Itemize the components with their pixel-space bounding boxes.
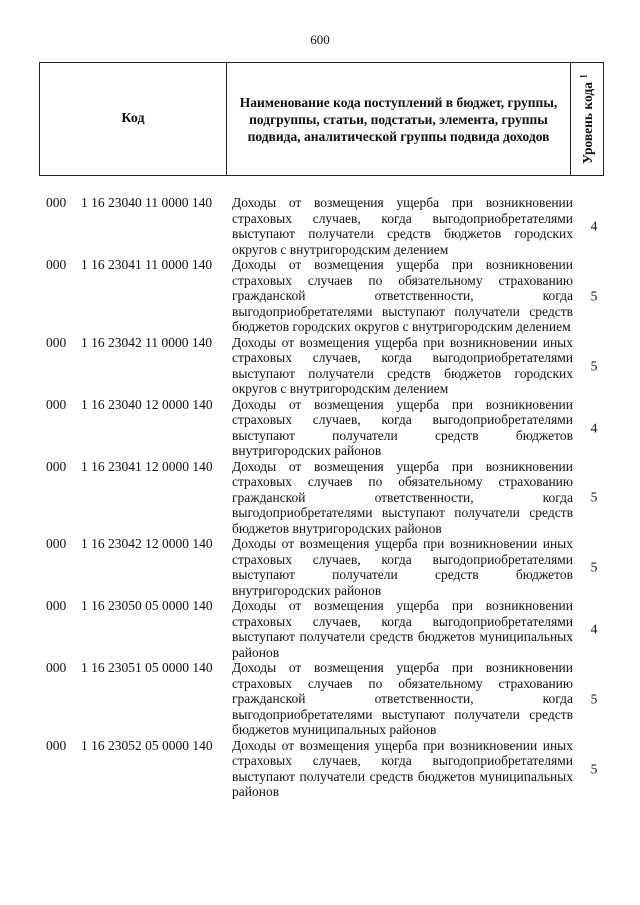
code-level: 4 [590, 218, 598, 234]
table-row [0, 598, 640, 660]
revenue-code: 1 16 23041 11 0000 140 [81, 257, 213, 272]
table-row [0, 195, 640, 257]
revenue-code: 1 16 23052 05 0000 140 [81, 737, 213, 753]
page-number: 600 [310, 32, 330, 47]
admin-code: 000 [46, 195, 67, 210]
admin-code: 000 [46, 458, 67, 474]
revenue-description: Доходы от возмещения ущерба при возникновении страховых случаев по обязательному страхованию гражданской ответственности, когда выгодоприобретателями выступают получатели средств бюджетов внутригородских районов [232, 458, 573, 536]
table-body [0, 195, 640, 800]
revenue-description: Доходы от возмещения ущерба при возникновении иных страховых случаев, когда выгодоприобретателями выступают получатели средств бюджетов внутригородских районов [232, 536, 573, 598]
revenue-code: 1 16 23051 05 0000 140 [81, 660, 213, 675]
admin-code: 000 [46, 536, 67, 551]
revenue-code: 1 16 23042 11 0000 140 [81, 334, 213, 350]
table-row [0, 397, 640, 459]
admin-code: 000 [46, 598, 67, 613]
table-row [0, 536, 640, 598]
revenue-code: 1 16 23050 05 0000 140 [81, 598, 213, 613]
revenue-description: Доходы от возмещения ущерба при возникновении страховых случаев по обязательному страхованию гражданской ответственности, когда выгодоприобретателями выступают получатели средств бюджетов городских округов с внутригородским делением [232, 257, 573, 334]
revenue-description: Доходы от возмещения ущерба при возникновении иных страховых случаев, когда выгодоприобретателями выступают получатели средств бюджетов муниципальных районов [232, 737, 573, 799]
code-level: 4 [590, 621, 598, 637]
header-level-text: Уровень кода [579, 82, 595, 164]
code-level: 5 [590, 559, 598, 575]
code-level: 5 [590, 357, 598, 373]
code-level: 4 [590, 419, 598, 435]
header-code: Код [40, 63, 227, 175]
code-level: 5 [590, 760, 598, 776]
revenue-description: Доходы от возмещения ущерба при возникновении страховых случаев по обязательному страхованию гражданской ответственности, когда выгодоприобретателями выступают получатели средств бюджетов муниципальных районов [232, 660, 573, 737]
header-level-label [578, 74, 596, 164]
revenue-code: 1 16 23040 12 0000 140 [81, 396, 213, 412]
revenue-description: Доходы от возмещения ущерба при возникновении страховых случаев, когда выгодоприобретателями выступают получатели средств бюджетов городских округов с внутригородским делением [232, 195, 573, 257]
header-level-footnote: 1 [578, 74, 589, 79]
revenue-description: Доходы от возмещения ущерба при возникновении иных страховых случаев, когда выгодоприобретателями выступают получатели средств бюджетов городских округов с внутригородским делением [232, 334, 573, 396]
table-header [39, 62, 604, 176]
table-row [0, 738, 640, 800]
header-name: Наименование кода поступлений в бюджет, группы, подгруппы, статьи, подстатьи, элемента, группы подвида, аналитической группы подвида доходов [227, 63, 571, 175]
code-level: 5 [590, 691, 598, 706]
table-row [0, 257, 640, 335]
revenue-description: Доходы от возмещения ущерба при возникновении страховых случаев, когда выгодоприобретателями выступают получатели средств бюджетов внутригородских районов [232, 396, 573, 458]
header-level [571, 63, 603, 175]
table-row [0, 459, 640, 537]
table-row [0, 660, 640, 738]
admin-code: 000 [46, 660, 67, 675]
revenue-code: 1 16 23040 11 0000 140 [81, 195, 213, 210]
code-level: 5 [590, 288, 598, 303]
revenue-code: 1 16 23041 12 0000 140 [81, 458, 213, 474]
admin-code: 000 [46, 334, 67, 350]
admin-code: 000 [46, 257, 67, 272]
revenue-code: 1 16 23042 12 0000 140 [81, 536, 213, 551]
revenue-description: Доходы от возмещения ущерба при возникновении страховых случаев, когда выгодоприобретателями выступают получатели средств бюджетов муниципальных районов [232, 598, 573, 660]
code-level: 5 [590, 489, 598, 505]
admin-code: 000 [46, 396, 67, 412]
table-row [0, 335, 640, 397]
admin-code: 000 [46, 737, 67, 753]
